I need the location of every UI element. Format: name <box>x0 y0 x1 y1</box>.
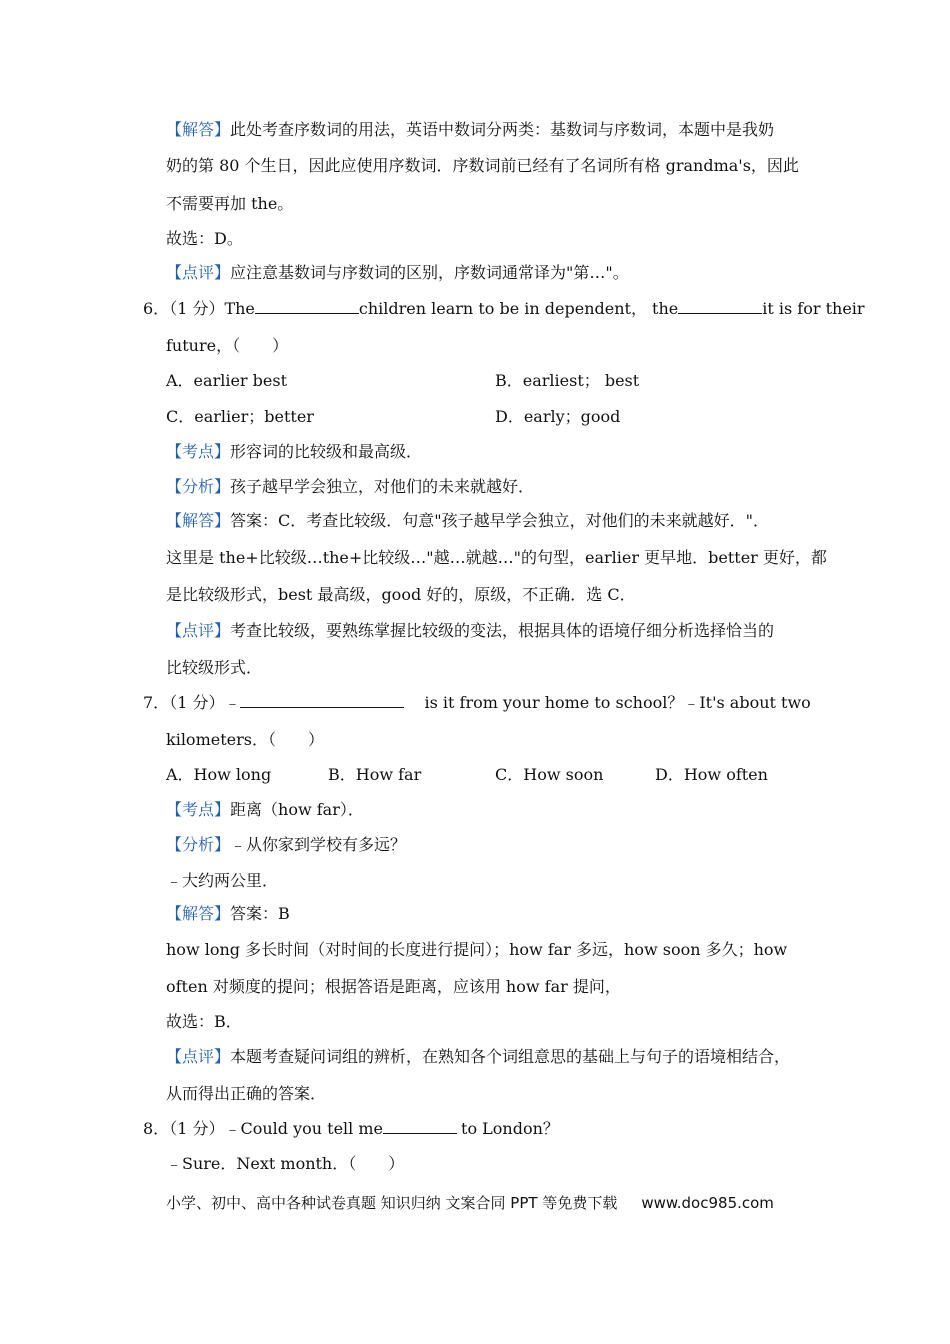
q7-analysis: 【分析】﹣从你家到学校有多远？ <box>166 835 407 854</box>
q7-answer: 【解答】答案：B <box>166 904 290 923</box>
q6-stem: 6．（1 分）The children learn to be in dependent， the it is for their <box>143 299 865 318</box>
q7-comment-line2: 从而得出正确的答案． <box>166 1084 327 1103</box>
point-tag: 【考点】 <box>166 442 231 461</box>
q7-blank <box>240 693 404 708</box>
q7-stem-line2: kilometers．（ ） <box>166 730 324 749</box>
q7-option-c: C．How soon <box>495 765 604 784</box>
q6-option-b: B．earliest； best <box>495 371 640 390</box>
q5-answer-line2: 奶的第 80 个生日，因此应使用序数词．序数词前已经有了名词所有格 grandma's，因此 <box>166 156 799 175</box>
q6-option-a: A．earlier best <box>166 371 288 390</box>
q8-stem-line2: ﹣Sure．Next month．（ ） <box>166 1154 405 1173</box>
comment-tag: 【点评】 <box>166 263 231 282</box>
q6-analysis: 【分析】孩子越早学会独立，对他们的未来就越好． <box>166 477 535 496</box>
q8-blank <box>383 1119 457 1134</box>
q5-choice: 故选：D。 <box>166 229 243 248</box>
q6-answer-line1: 【解答】答案：C．考查比较级．句意"孩子越早学会独立，对他们的未来就越好．"． <box>166 511 769 530</box>
q5-answer-line3: 不需要再加 the。 <box>166 194 294 213</box>
analysis-tag: 【分析】 <box>166 477 231 496</box>
q7-number: 7． <box>143 693 170 712</box>
q6-comment-line2: 比较级形式． <box>166 658 263 677</box>
q7-analysis-line2: ﹣大约两公里． <box>166 871 279 890</box>
q7-explain-line1: how long 多长时间（对时间的长度进行提问）；how far 多远，how soon 多久；how <box>166 940 788 959</box>
q6-blank-2 <box>678 299 762 314</box>
q6-answer-line2: 这里是 the+比较级…the+比较级…"越…就越…"的句型，earlier 更早地．better 更好，都 <box>166 548 827 567</box>
q7-comment-line1: 【点评】本题考查疑问词组的辨析，在熟知各个词组意思的基础上与句子的语境相结合， <box>166 1047 791 1066</box>
q6-option-c: C．earlier；better <box>166 407 314 426</box>
answer-tag: 【解答】 <box>166 120 231 139</box>
comment-tag: 【点评】 <box>166 621 231 640</box>
q7-choice: 故选：B． <box>166 1012 242 1031</box>
q6-option-d: D．early；good <box>495 407 621 426</box>
q6-stem-line2: future，（ ） <box>166 336 289 355</box>
q6-answer-line3: 是比较级形式，best 最高级，good 好的，原级，不正确．选 C． <box>166 585 636 604</box>
analysis-tag: 【分析】 <box>166 835 231 854</box>
point-tag: 【考点】 <box>166 800 231 819</box>
q7-option-a: A．How long <box>166 765 272 784</box>
q7-stem: 7．（1 分）﹣ is it from your home to school？﹣It's about two <box>143 693 811 712</box>
q5-comment: 【点评】应注意基数词与序数词的区别，序数词通常译为"第…"。 <box>166 263 629 282</box>
page-footer <box>166 1192 774 1213</box>
footer-text: 小学、初中、高中各种试卷真题 知识归纳 文案合同 PPT 等免费下载 <box>166 1194 618 1212</box>
q6-number: 6． <box>143 299 170 318</box>
q7-explain-line2: often 对频度的提问；根据答语是距离，应该用 how far 提问， <box>166 977 621 996</box>
q5-answer-line1: 【解答】此处考查序数词的用法，英语中数词分两类：基数词与序数词，本题中是我奶 <box>166 120 775 139</box>
q8-stem: 8．（1 分）﹣Could you tell me to London？ <box>143 1119 559 1138</box>
q6-point: 【考点】形容词的比较级和最高级． <box>166 442 423 461</box>
comment-tag: 【点评】 <box>166 1047 231 1066</box>
answer-tag: 【解答】 <box>166 904 231 923</box>
q6-blank-1 <box>255 299 359 314</box>
q6-comment-line1: 【点评】考查比较级，要熟练掌握比较级的变法，根据具体的语境仔细分析选择恰当的 <box>166 621 775 640</box>
answer-tag: 【解答】 <box>166 511 231 530</box>
q7-point: 【考点】距离（how far）． <box>166 800 364 819</box>
q7-option-d: D．How often <box>655 765 768 784</box>
q8-number: 8． <box>143 1119 170 1138</box>
q7-option-b: B．How far <box>328 765 422 784</box>
footer-site: www.doc985.com <box>641 1194 774 1212</box>
